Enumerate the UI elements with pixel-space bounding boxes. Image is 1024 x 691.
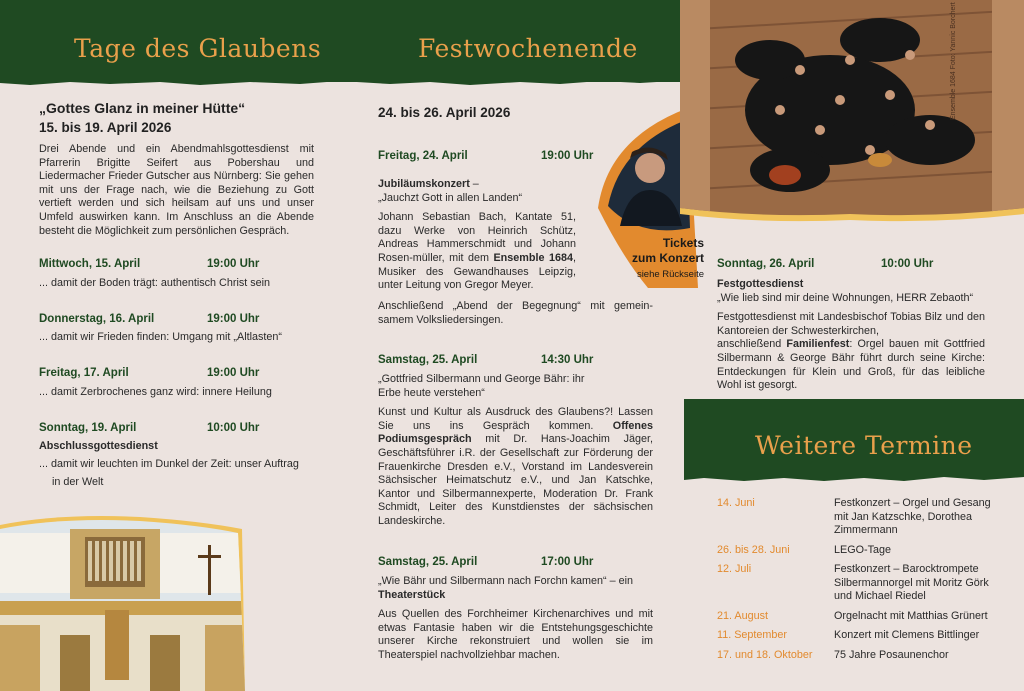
terms-text: 75 Jahre Posaunenchor xyxy=(834,649,949,661)
event-line: ... damit wir Frieden finden: Umgang mit „Altlasten“ xyxy=(39,331,283,343)
left-quote-title: „Gottes Glanz in meiner Hütte“ xyxy=(39,100,246,116)
tickets-line2: zum Konzert xyxy=(632,251,704,265)
event-date: Mittwoch, 15. April xyxy=(39,258,141,270)
terms-date: 12. Juli xyxy=(717,563,752,575)
event-date: Sonntag, 26. April xyxy=(717,258,815,270)
middle-banner-title: Festwochenende xyxy=(418,34,638,63)
terms-text: Orgelnacht mit Matthias Grünert xyxy=(834,610,988,622)
terms-date: 21. August xyxy=(717,610,769,622)
event-time: 10:00 Uhr xyxy=(207,422,260,434)
family-fest-label: Familienfest xyxy=(786,338,850,351)
event-title: Jubiläumskonzert xyxy=(378,178,470,190)
event-line: ... damit der Boden trägt: authentisch Christ sein xyxy=(39,277,271,289)
event-title-suffix: – xyxy=(469,178,479,190)
event-text-b: , Musiker des Gewandhauses Leipzig, unter Leitung von Gregor Meyer. xyxy=(378,251,576,292)
podium-label: Offenes Podiumsgespräch xyxy=(378,419,653,446)
event-line: ... damit Zerbrochenes ganz wird: innere Heilung xyxy=(39,386,272,398)
terms-banner-torn-edge xyxy=(684,472,1024,484)
theater-label: Theaterstück xyxy=(378,588,446,601)
tickets-line1: Tickets xyxy=(662,236,704,250)
event-text xyxy=(378,211,576,293)
terms-row xyxy=(717,629,1007,645)
middle-event-3 xyxy=(378,575,653,663)
event-time: 19:00 Uhr xyxy=(207,258,260,270)
terms-date: 11. September xyxy=(717,629,788,641)
middle-event-2 xyxy=(378,373,653,529)
event-text-b: mit Dr. Hans-Joachim Jäger, Geschäftsführer i.R. der Gesellschaft zur Förderung der Frauenkirche Dresden e.V., Vorstand im Landesverein Sächsischer Heimatschutz e.V., und Jan Katschke, Kantor und Silbermannexperte, Moderation Dr. Frank Schmidt, Leiter des Kunstdienstes der sächsischen Landeskirche. xyxy=(378,433,653,527)
terms-date: 14. Juni xyxy=(717,497,755,509)
event-title: Festgottesdienst xyxy=(717,278,804,290)
ensemble-name: Ensemble 1684 xyxy=(493,251,573,264)
event-subtitle: „Wie lieb sind mir deine Wohnungen, HERR Zebaoth“ xyxy=(717,291,974,304)
terms-row xyxy=(717,544,1007,560)
event-subtitle: „Jauchzt Gott in allen Landen“ xyxy=(378,191,523,204)
event-date: Samstag, 25. April xyxy=(378,556,478,568)
event-text-2b: : Orgel bauen mit Gottfried Silbermann & George Bähr führt durch seine Kirche: Entdeckungen für Klein und Groß, für das leibliche Wohl ist gesorgt. xyxy=(717,338,985,392)
event-subtitle: „Gottfried Silbermann und George Bähr: ihr Erbe heute verstehen“ xyxy=(378,373,585,399)
event-subtitle xyxy=(378,575,638,602)
terms-row xyxy=(717,563,1007,605)
terms-row xyxy=(717,610,1007,626)
event-time: 14:30 Uhr xyxy=(541,354,594,366)
event-date: Samstag, 25. April xyxy=(378,354,478,366)
church-interior-image xyxy=(0,515,245,691)
event-date: Sonntag, 19. April xyxy=(39,422,137,434)
left-intro: Drei Abende und ein Abendmahlsgottesdienst mit Pfarrerin Brigitte Seifert aus Pobershau und Liedermacher Frieder Gutscher aus Nürnberg: Sie gehen mit uns der Frage nach, wie die Beziehung zu Gott vertieft werden und sich heilsam auf uns und unser Umfeld auswirken kann. Im Anschluss an die Abende besteht die Möglichkeit zum persönlichen Gespräch. xyxy=(39,143,314,237)
event-line-2: in der Welt xyxy=(52,476,104,488)
middle-event-1-text2: Anschließend „Abend der Begegnung“ mit gemein-samem Volksliedersingen. xyxy=(378,300,653,326)
event-text xyxy=(378,406,653,528)
event-text-2 xyxy=(717,338,985,392)
event-time: 17:00 Uhr xyxy=(541,556,594,568)
terms-text: Festkonzert – Barocktrompete Silbermannorgel mit Moritz Görk und Michael Riedel xyxy=(834,563,989,603)
banner-torn-edge xyxy=(0,74,690,90)
tickets-line3: siehe Rückseite xyxy=(636,269,704,280)
event-text-a: Johann Sebastian Bach, Kantate 51, dazu Werke von Heinrich Schütz, Andreas Hammerschmidt und Johann Rosen-müller, mit dem xyxy=(378,211,576,264)
terms-text: Festkonzert – Orgel und Gesang mit Jan Katzschke, Dorothea Zimmermann xyxy=(834,497,991,537)
event-date: Donnerstag, 16. April xyxy=(39,313,155,325)
event-time: 19:00 Uhr xyxy=(541,150,594,162)
left-banner-title: Tage des Glaubens xyxy=(74,34,322,63)
terms-date: 17. und 18. Oktober xyxy=(717,649,813,661)
terms-row xyxy=(717,497,1007,539)
event-time: 10:00 Uhr xyxy=(881,258,934,270)
terms-row xyxy=(717,649,1007,665)
right-event xyxy=(717,278,985,393)
event-text-a: Kunst und Kultur als Ausdruck des Glaubens?! Lassen Sie uns ins Gespräch kommen. xyxy=(378,406,653,432)
left-column xyxy=(39,100,314,238)
middle-date-range: 24. bis 26. April 2026 xyxy=(378,105,511,120)
event-text: Aus Quellen des Forchheimer Kirchenarchives und mit etwas Fantasie haben wir die Entstehungsgeschichte unserer Kirche rekonstruiert und wollen sie im Theaterspiel nachvollziehbar machen. xyxy=(378,608,653,661)
event-date: Freitag, 24. April xyxy=(378,150,468,162)
terms-text: LEGO-Tage xyxy=(834,544,892,556)
terms-text: Konzert mit Clemens Bittlinger xyxy=(834,629,980,641)
event-text-2a: anschließend xyxy=(717,338,787,351)
event-time: 19:00 Uhr xyxy=(207,367,260,379)
event-text: Festgottesdienst mit Landesbischof Tobias Bilz und den Kantoreien der Schwesterkirchen, xyxy=(717,311,985,337)
left-date-range: 15. bis 19. April 2026 xyxy=(39,120,172,135)
photo-credit: Ensemble 1684 Foto: Yannic Borchert xyxy=(950,2,957,120)
event-line: ... damit wir leuchten im Dunkel der Zeit: unser Auftrag xyxy=(39,458,299,470)
event-date: Freitag, 17. April xyxy=(39,367,129,379)
event-subtitle-a: „Wie Bähr und Silbermann nach Forchn kamen“ – ein xyxy=(378,575,634,587)
event-subtitle: Abschlussgottesdienst xyxy=(39,440,158,452)
middle-event-1 xyxy=(378,178,576,293)
event-time: 19:00 Uhr xyxy=(207,313,260,325)
terms-date: 26. bis 28. Juni xyxy=(717,544,790,556)
terms-title: Weitere Termine xyxy=(755,431,973,460)
ensemble-photo xyxy=(680,0,1024,232)
